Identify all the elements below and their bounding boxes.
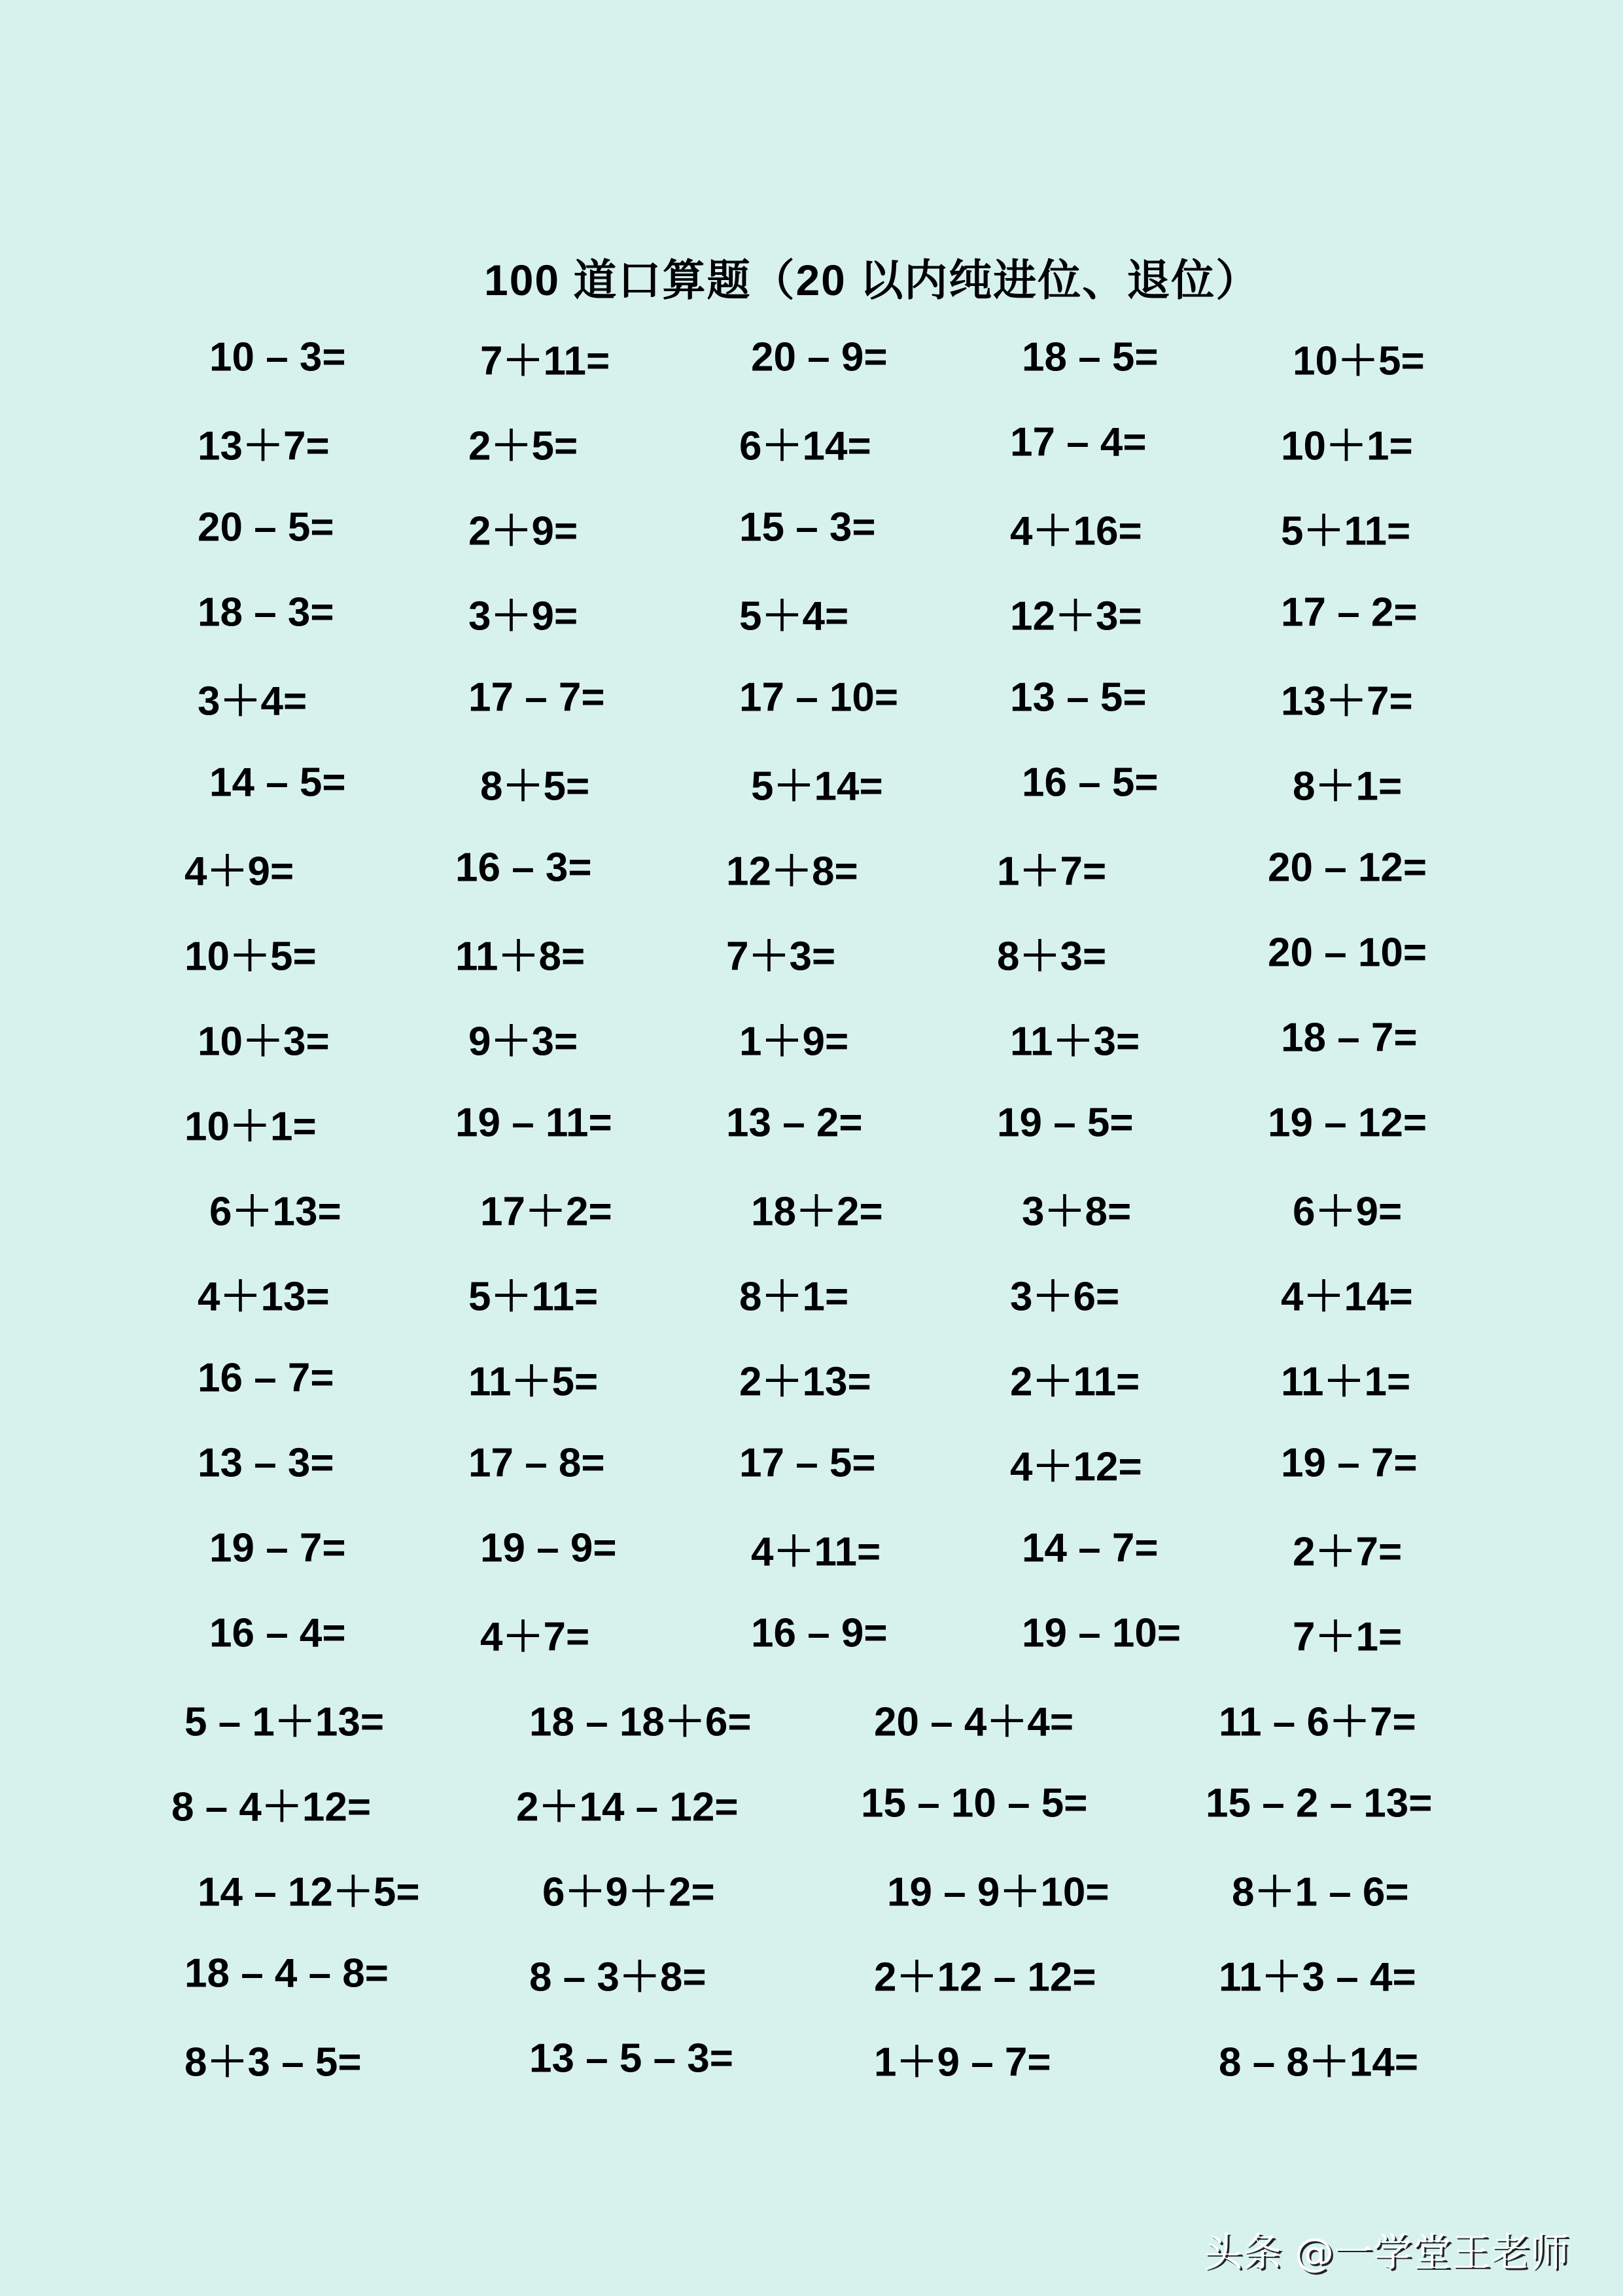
- problem-r21-c3: 1＋9 – 7=: [874, 2040, 1051, 2085]
- problem-r10-c4: 19 – 5=: [997, 1100, 1134, 1146]
- problem-r3-c3: 15 – 3=: [739, 504, 876, 550]
- problem-r18-c1: 8 – 4＋12=: [171, 1784, 372, 1830]
- problem-r11-c5: 6＋9=: [1293, 1189, 1403, 1235]
- problem-r11-c1: 6＋13=: [209, 1189, 341, 1235]
- problem-r4-c5: 17 – 2=: [1281, 590, 1418, 635]
- problem-r4-c1: 18 – 3=: [198, 590, 334, 635]
- problem-r6-c3: 5＋14=: [751, 764, 883, 809]
- problem-r6-c1: 14 – 5=: [209, 760, 346, 805]
- problem-r17-c4: 11 – 6＋7=: [1219, 1699, 1416, 1745]
- problem-r14-c3: 17 – 5=: [739, 1440, 876, 1486]
- problem-r16-c5: 7＋1=: [1293, 1614, 1403, 1660]
- problem-r3-c4: 4＋16=: [1010, 508, 1142, 554]
- problem-r18-c4: 15 – 2 – 13=: [1206, 1780, 1433, 1826]
- problem-r14-c5: 19 – 7=: [1281, 1440, 1418, 1486]
- problem-r11-c3: 18＋2=: [751, 1189, 883, 1235]
- problem-r6-c5: 8＋1=: [1293, 764, 1403, 809]
- problem-r15-c5: 2＋7=: [1293, 1529, 1403, 1575]
- problem-r13-c3: 2＋13=: [739, 1359, 871, 1405]
- problem-r16-c1: 16 – 4=: [209, 1610, 346, 1656]
- problem-r14-c2: 17 – 8=: [468, 1440, 605, 1486]
- page-title: 100 道口算题（20 以内纯进位、退位）: [484, 256, 1261, 304]
- problem-r1-c1: 10 – 3=: [209, 334, 346, 380]
- problem-r5-c1: 3＋4=: [198, 679, 307, 724]
- problem-r1-c4: 18 – 5=: [1022, 334, 1159, 380]
- problem-r10-c5: 19 – 12=: [1268, 1100, 1427, 1146]
- problem-r21-c2: 13 – 5 – 3=: [529, 2036, 733, 2081]
- problem-r5-c2: 17 – 7=: [468, 675, 605, 720]
- problem-r15-c3: 4＋11=: [751, 1529, 881, 1575]
- problem-r7-c4: 1＋7=: [997, 849, 1107, 894]
- problem-r9-c3: 1＋9=: [739, 1019, 849, 1065]
- problem-r19-c1: 14 – 12＋5=: [198, 1869, 420, 1915]
- watermark: 头条 @一学堂王老师: [1204, 2230, 1570, 2276]
- problem-r10-c1: 10＋1=: [184, 1104, 317, 1150]
- problem-r20-c4: 11＋3 – 4=: [1219, 1954, 1416, 2000]
- problem-r6-c4: 16 – 5=: [1022, 760, 1159, 805]
- problem-r7-c5: 20 – 12=: [1268, 845, 1427, 891]
- problem-r8-c4: 8＋3=: [997, 934, 1107, 980]
- problem-r12-c2: 5＋11=: [468, 1274, 599, 1320]
- problem-r4-c4: 12＋3=: [1010, 593, 1142, 639]
- problem-r2-c1: 13＋7=: [198, 423, 330, 469]
- problem-r17-c3: 20 – 4＋4=: [874, 1699, 1074, 1745]
- problem-r9-c1: 10＋3=: [198, 1019, 330, 1065]
- problem-r4-c3: 5＋4=: [739, 593, 849, 639]
- problem-r19-c2: 6＋9＋2=: [542, 1869, 715, 1915]
- problem-r19-c3: 19 – 9＋10=: [887, 1869, 1109, 1915]
- problem-r11-c4: 3＋8=: [1022, 1189, 1132, 1235]
- problem-r14-c1: 13 – 3=: [198, 1440, 334, 1486]
- problem-r16-c2: 4＋7=: [480, 1614, 590, 1660]
- problem-r15-c2: 19 – 9=: [480, 1525, 617, 1571]
- problem-r2-c4: 17 – 4=: [1010, 419, 1147, 465]
- problem-r7-c2: 16 – 3=: [455, 845, 592, 891]
- problem-r20-c1: 18 – 4 – 8=: [184, 1951, 389, 1996]
- problem-r11-c2: 17＋2=: [480, 1189, 612, 1235]
- problem-r16-c3: 16 – 9=: [751, 1610, 888, 1656]
- problem-r10-c2: 19 – 11=: [455, 1100, 612, 1146]
- problem-r20-c2: 8 – 3＋8=: [529, 1954, 707, 2000]
- problem-r5-c4: 13 – 5=: [1010, 675, 1147, 720]
- problem-r15-c4: 14 – 7=: [1022, 1525, 1159, 1571]
- problem-r12-c1: 4＋13=: [198, 1274, 330, 1320]
- problem-r2-c3: 6＋14=: [739, 423, 871, 469]
- problem-r15-c1: 19 – 7=: [209, 1525, 346, 1571]
- problem-r9-c5: 18 – 7=: [1281, 1015, 1418, 1061]
- problem-r1-c2: 7＋11=: [480, 338, 610, 384]
- problem-r18-c3: 15 – 10 – 5=: [861, 1780, 1088, 1826]
- problem-r2-c5: 10＋1=: [1281, 423, 1413, 469]
- problem-r21-c4: 8 – 8＋14=: [1219, 2040, 1419, 2085]
- problem-r8-c2: 11＋8=: [455, 934, 585, 980]
- problem-r1-c3: 20 – 9=: [751, 334, 888, 380]
- problem-r20-c3: 2＋12 – 12=: [874, 1954, 1096, 2000]
- problem-r9-c4: 11＋3=: [1010, 1019, 1140, 1065]
- problem-r12-c4: 3＋6=: [1010, 1274, 1120, 1320]
- problem-r19-c4: 8＋1 – 6=: [1232, 1869, 1409, 1915]
- problem-r3-c5: 5＋11=: [1281, 508, 1411, 554]
- problem-r7-c3: 12＋8=: [726, 849, 858, 894]
- problem-r5-c5: 13＋7=: [1281, 679, 1413, 724]
- problem-r1-c5: 10＋5=: [1293, 338, 1425, 384]
- problem-r14-c4: 4＋12=: [1010, 1444, 1142, 1490]
- problem-r3-c1: 20 – 5=: [198, 504, 334, 550]
- problem-r3-c2: 2＋9=: [468, 508, 578, 554]
- problem-r17-c1: 5 – 1＋13=: [184, 1699, 385, 1745]
- problem-r8-c1: 10＋5=: [184, 934, 317, 980]
- problem-r13-c1: 16 – 7=: [198, 1355, 334, 1401]
- problem-r9-c2: 9＋3=: [468, 1019, 578, 1065]
- problem-r6-c2: 8＋5=: [480, 764, 590, 809]
- problem-r12-c3: 8＋1=: [739, 1274, 849, 1320]
- problem-r18-c2: 2＋14 – 12=: [516, 1784, 739, 1830]
- problem-r12-c5: 4＋14=: [1281, 1274, 1413, 1320]
- problem-r8-c5: 20 – 10=: [1268, 930, 1427, 976]
- problem-r21-c1: 8＋3 – 5=: [184, 2040, 362, 2085]
- problem-r16-c4: 19 – 10=: [1022, 1610, 1181, 1656]
- problem-r2-c2: 2＋5=: [468, 423, 578, 469]
- problem-r17-c2: 18 – 18＋6=: [529, 1699, 752, 1745]
- problem-r13-c5: 11＋1=: [1281, 1359, 1411, 1405]
- problem-r4-c2: 3＋9=: [468, 593, 578, 639]
- problem-r8-c3: 7＋3=: [726, 934, 836, 980]
- problem-r10-c3: 13 – 2=: [726, 1100, 863, 1146]
- problem-r13-c2: 11＋5=: [468, 1359, 599, 1405]
- problem-r7-c1: 4＋9=: [184, 849, 294, 894]
- problem-r5-c3: 17 – 10=: [739, 675, 899, 720]
- problem-r13-c4: 2＋11=: [1010, 1359, 1140, 1405]
